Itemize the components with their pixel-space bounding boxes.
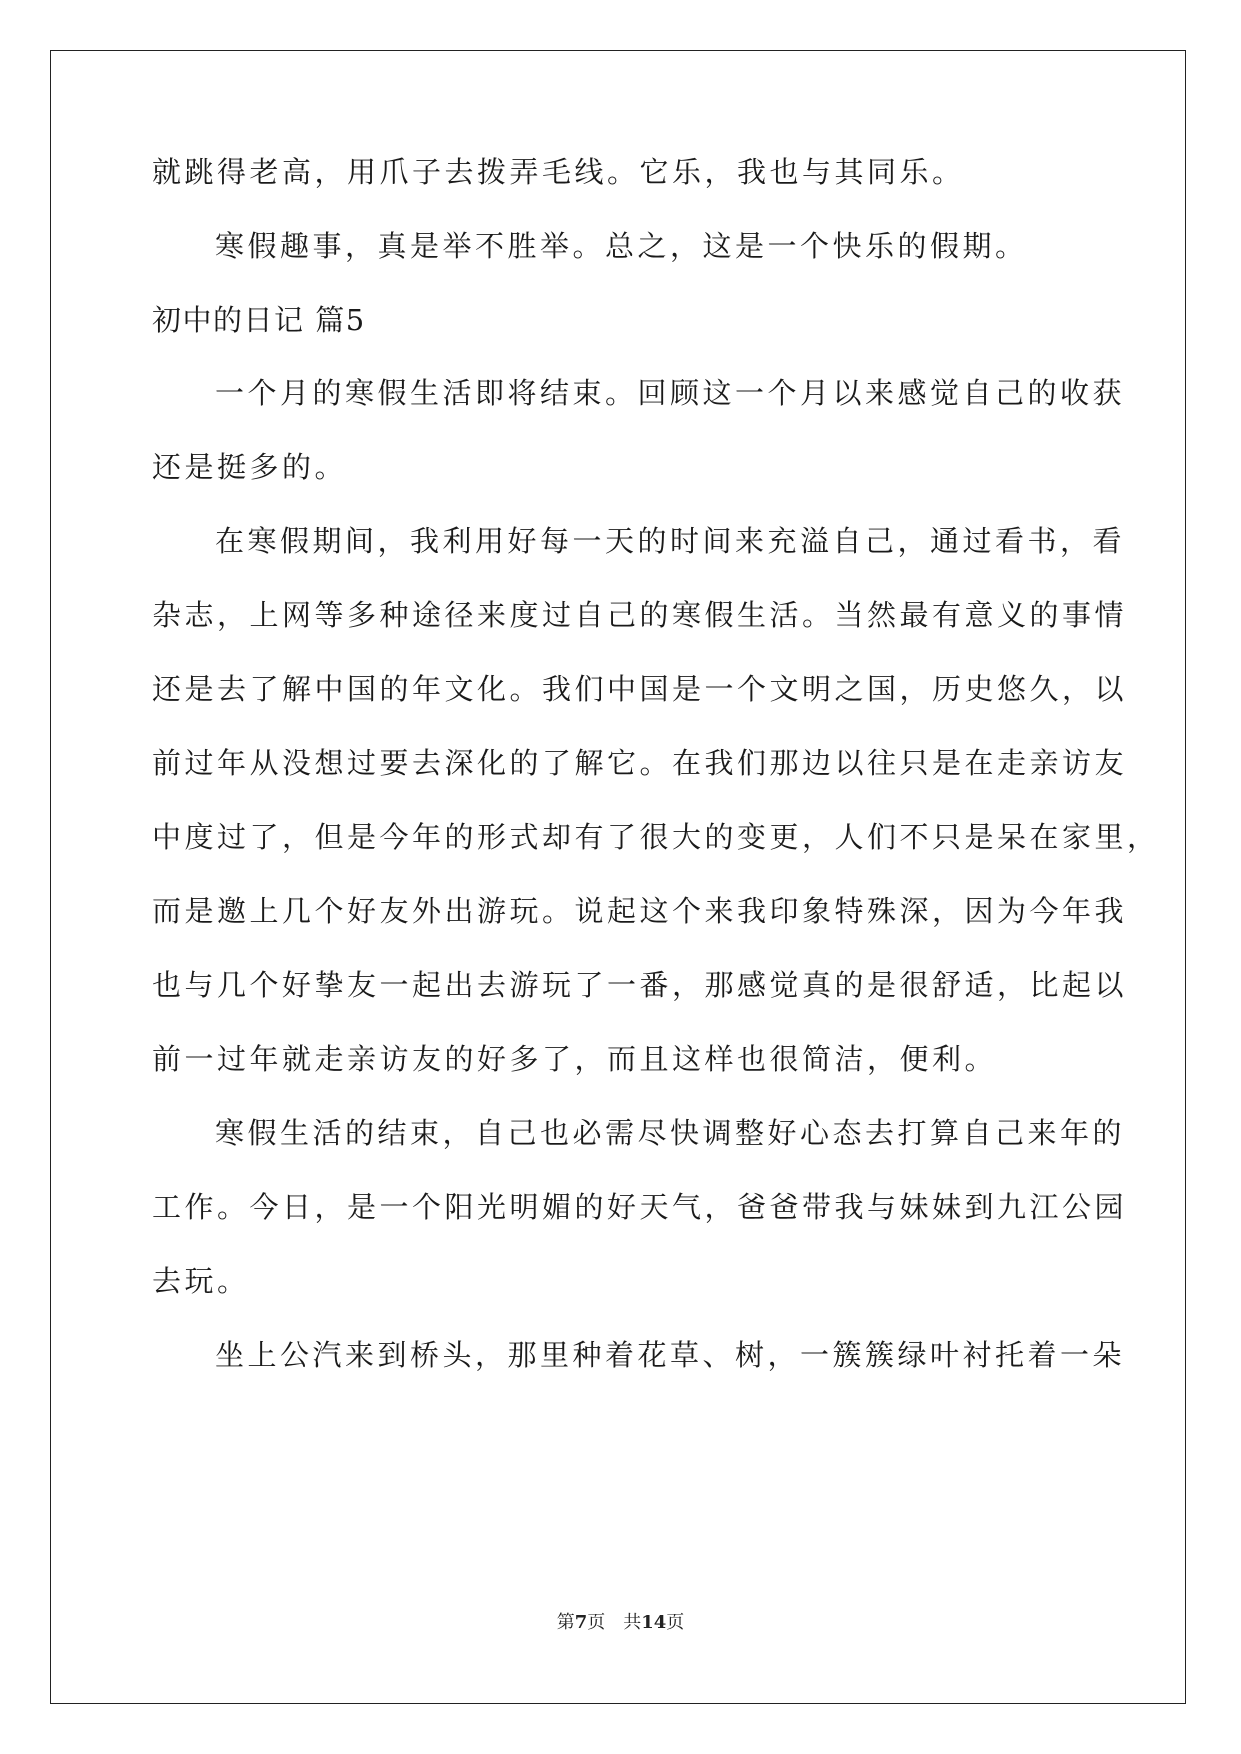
text-line: 还是去了解中国的年文化。我们中国是一个文明之国，历史悠久，以 xyxy=(152,672,1128,706)
paragraph-start: 坐上公汽来到桥头，那里种着花草、树，一簇簇绿叶衬托着一朵 xyxy=(215,1338,1126,1372)
page-prefix: 第 xyxy=(556,1612,575,1633)
text-line: 还是挺多的。 xyxy=(152,450,348,484)
paragraph-start: 寒假生活的结束，自己也必需尽快调整好心态去打算自己来年的 xyxy=(215,1116,1126,1150)
page-suffix: 页 xyxy=(587,1612,606,1633)
page-border xyxy=(50,50,1186,1704)
paragraph-start: 寒假趣事，真是举不胜举。总之，这是一个快乐的假期。 xyxy=(215,229,1028,263)
text-line: 而是邀上几个好友外出游玩。说起这个来我印象特殊深，因为今年我 xyxy=(152,894,1128,928)
text-line: 前过年从没想过要去深化的了解它。在我们那边以往只是在走亲访友 xyxy=(152,746,1128,780)
text-line: 也与几个好挚友一起出去游玩了一番，那感觉真的是很舒适，比起以 xyxy=(152,968,1128,1002)
text-line: 杂志，上网等多种途径来度过自己的寒假生活。当然最有意义的事情 xyxy=(152,598,1128,632)
text-line: 就跳得老高，用爪子去拨弄毛线。它乐，我也与其同乐。 xyxy=(152,155,965,189)
text-line: 去玩。 xyxy=(152,1264,250,1298)
section-heading: 初中的日记 篇5 xyxy=(152,303,366,337)
page-footer xyxy=(0,1612,1241,1634)
paragraph-start: 在寒假期间，我利用好每一天的时间来充溢自己，通过看书，看 xyxy=(215,524,1126,558)
paragraph-start: 一个月的寒假生活即将结束。回顾这一个月以来感觉自己的收获 xyxy=(215,376,1126,410)
total-pages: 14 xyxy=(641,1612,667,1633)
page-number: 7 xyxy=(574,1612,588,1633)
text-line: 前一过年就走亲访友的好多了，而且这样也很简洁，便利。 xyxy=(152,1042,998,1076)
text-line: 中度过了，但是今年的形式却有了很大的变更，人们不只是呆在家里， xyxy=(152,820,1160,854)
text-line: 工作。今日，是一个阳光明媚的好天气，爸爸带我与妹妹到九江公园 xyxy=(152,1190,1128,1224)
total-prefix: 共 xyxy=(623,1612,642,1633)
total-suffix: 页 xyxy=(666,1612,685,1633)
